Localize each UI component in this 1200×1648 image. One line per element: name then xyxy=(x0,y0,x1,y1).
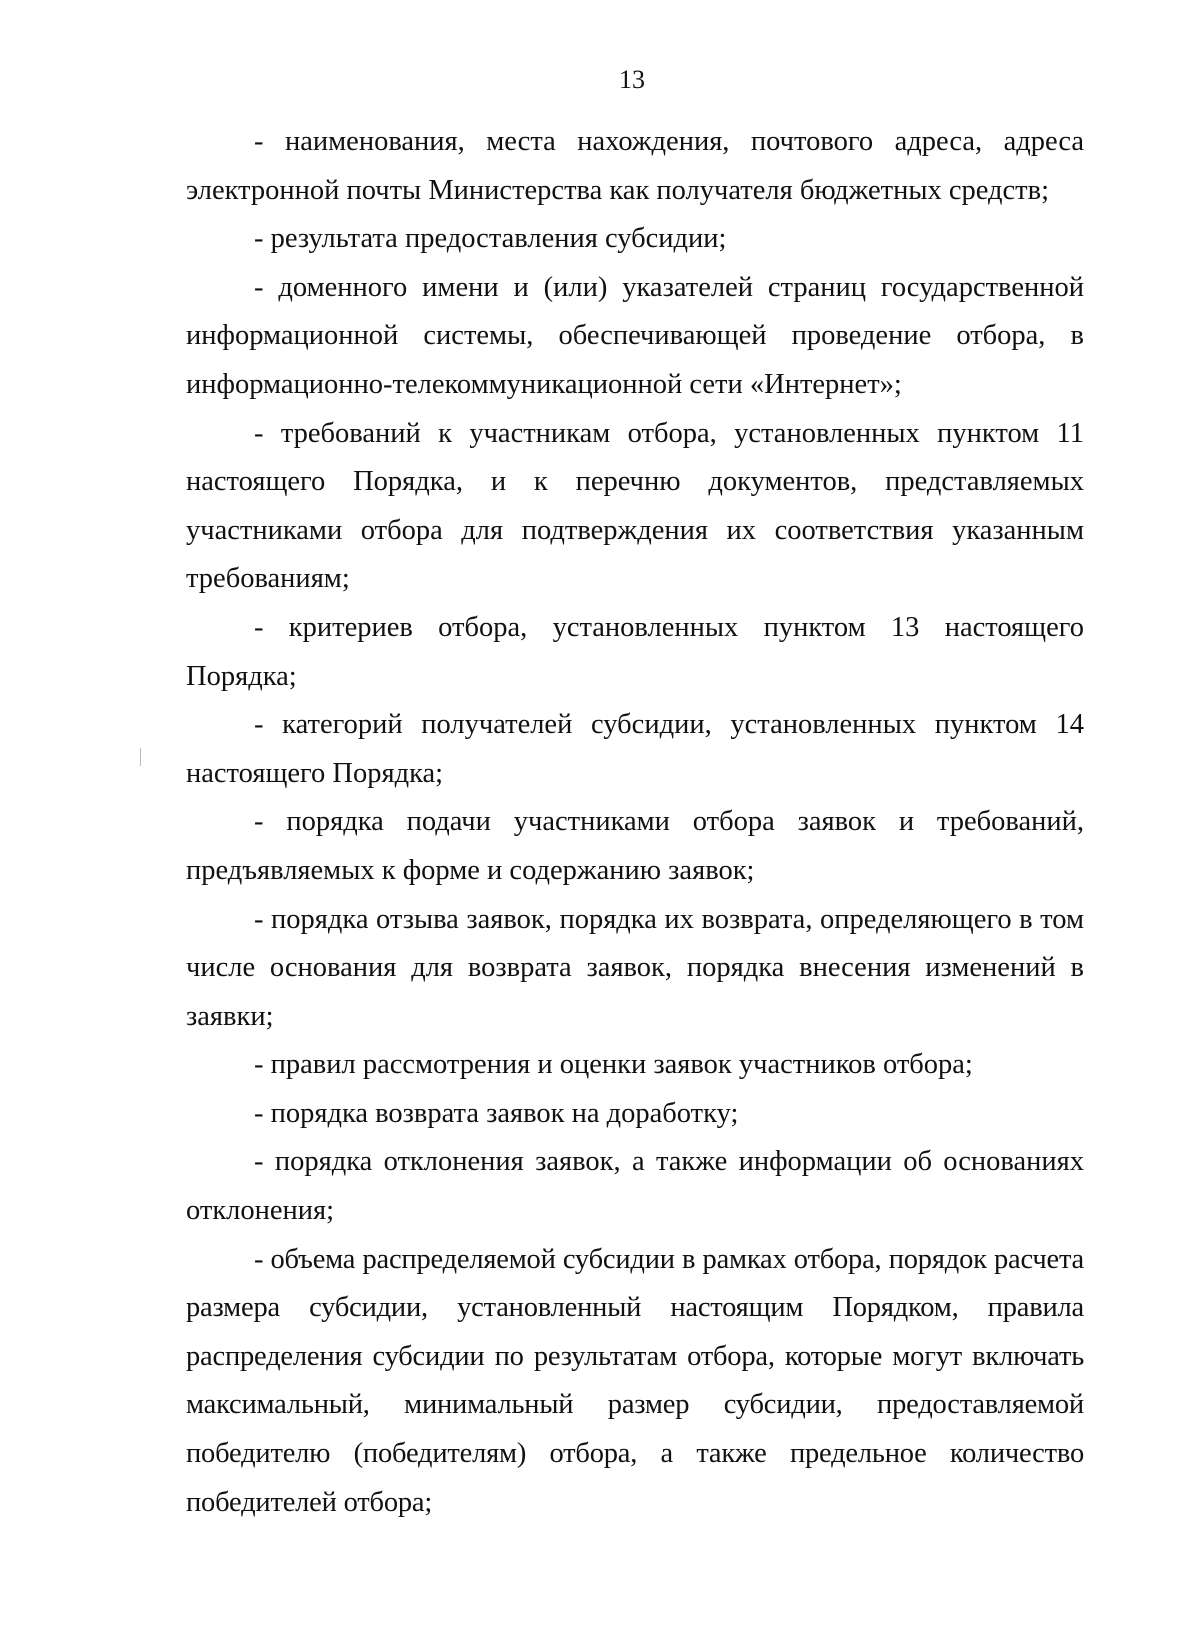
list-item-name-address: - наименования, места нахождения, почтового адреса, адреса электронной почты Министерства как получателя бюджетных средств; xyxy=(186,126,1084,206)
list-item-return-for-revision: - порядка возврата заявок на доработку; xyxy=(254,1097,739,1129)
list-item-subsidy-volume: - объема распределяемой субсидии в рамках отбора, порядок расчета размера субсидии, установленный настоящим Порядком, правила распределения субсидии по результатам отбора, которые могут включать максимальный, минимальный размер субсидии, предоставляемой победителю (победителям) отбора, а также предельное количество победителей отбора; xyxy=(186,1243,1084,1518)
list-item-selection-criteria: - критериев отбора, установленных пунктом 13 настоящего Порядка; xyxy=(186,611,1084,692)
list-item-withdrawal-procedure: - порядка отзыва заявок, порядка их возврата, определяющего в том числе основания для возврата заявок, порядка внесения изменений в заявки; xyxy=(186,903,1084,1032)
list-item-rejection-procedure: - порядка отклонения заявок, а также информации об основаниях отклонения; xyxy=(186,1146,1084,1227)
list-item-recipient-categories: - категорий получателей субсидии, установленных пунктом 14 настоящего Порядка; xyxy=(186,709,1084,789)
list-item-submission-procedure: - порядка подачи участниками отбора заявок и требований, предъявляемых к форме и содержанию заявок; xyxy=(186,806,1084,886)
list-item-review-rules: - правил рассмотрения и оценки заявок участников отбора; xyxy=(254,1049,973,1081)
list-item-domain-name: - доменного имени и (или) указателей страниц государственной информационной системы, обеспечивающей проведение отбора, в информационно-телекоммуникационной сети «Интернет»; xyxy=(186,271,1084,400)
page-number: 13 xyxy=(619,65,645,94)
list-item-result: - результата предоставления субсидии; xyxy=(254,223,727,255)
scan-edge-mark xyxy=(140,748,141,766)
document-body xyxy=(186,118,1084,1527)
list-item-participant-requirements: - требований к участникам отбора, установленных пунктом 11 настоящего Порядка, и к перечню документов, представляемых участниками отбора для подтверждения их соответствия указанным требованиям; xyxy=(186,417,1084,595)
